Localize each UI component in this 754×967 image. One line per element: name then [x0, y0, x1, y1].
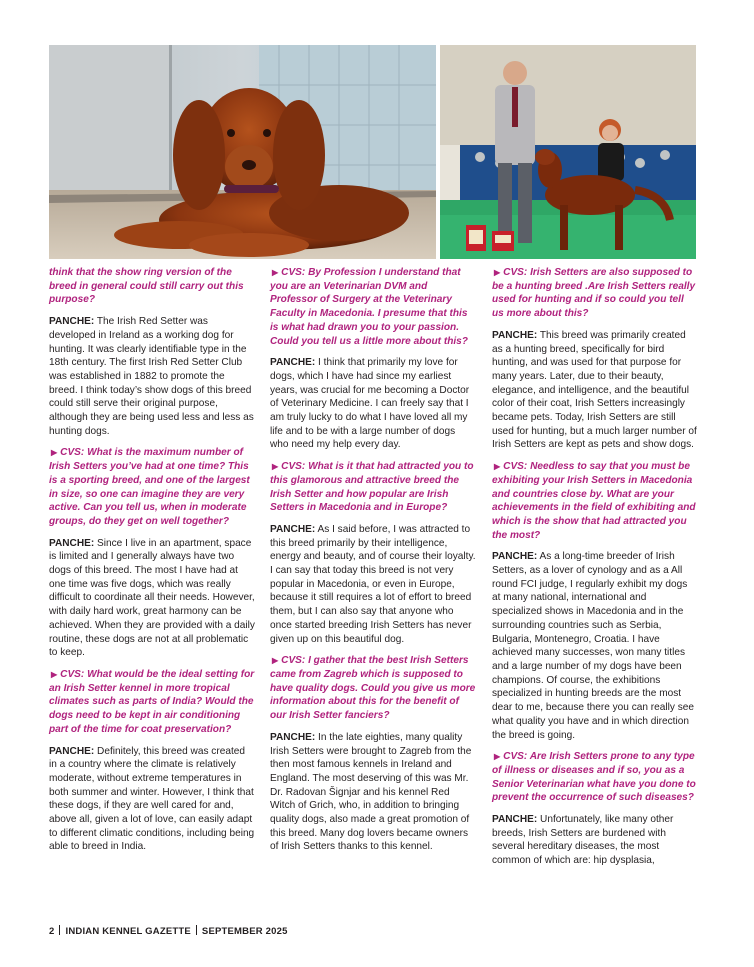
question-text: CVS: Needless to say that you must be exhibiting your Irish Setters in Macedonia and countries close by. What are your achievements in the field of exhibiting and which is the show that had attracted you the most?: [492, 461, 696, 541]
page-footer: [49, 925, 288, 937]
interview-answer: [492, 550, 698, 742]
question-marker-icon: ▶: [51, 669, 58, 679]
question-marker-icon: ▶: [272, 462, 279, 472]
dog-show-winner-icon: [440, 45, 696, 259]
interview-answer: [270, 356, 476, 452]
interview-question: [492, 750, 698, 805]
interview-answer: [270, 731, 476, 854]
answer-text: The Irish Red Setter was developed in Ireland as a working dog for hunting. It was clearly identifiable type in the 18th century. The first Irish Red Setter Club was established in 1882 to promote the breed. I think today’s show dogs of this breed could still serve their original purpose, although they are being used less and less as hunting dogs.: [49, 316, 254, 437]
answer-text: In the late eighties, many quality Irish Setters were brought to Zagreb from the then most famous kennels in Ireland and England. The most deserving of this was Mr. Dr. Radovan Šignjar and his kennel Red Witch of Grich, who, in addition to bringing quality dogs, also made a great promotion of this breed. Many dog lovers became owners of Irish Setters thanks to this kennel.: [270, 731, 472, 853]
article-column-3: [492, 266, 698, 876]
speaker-label: PANCHE:: [270, 731, 316, 743]
page-number: 2: [49, 926, 55, 937]
question-text: CVS: By Profession I understand that you are an Veterinarian DVM and Professor of Surgery at the Veterinary Faculty in Macedonia. I presume that this is what had drawn you to your passion. Could you tell us a little more about this?: [270, 267, 468, 347]
speaker-label: PANCHE:: [492, 329, 538, 341]
footer-divider: [196, 925, 197, 935]
interview-question: [49, 446, 255, 528]
question-text: CVS: I gather that the best Irish Setters came from Zagreb which is supposed to have quality dogs. Could you give us more information about this for the benefit of our Irish Setter fanciers?: [270, 655, 476, 722]
dog-show-winner-photo: [440, 45, 696, 259]
question-text: think that the show ring version of the breed in general could still carry out this purpose?: [49, 267, 244, 306]
speaker-label: PANCHE:: [49, 745, 95, 757]
question-marker-icon: ▶: [51, 448, 58, 458]
interview-answer: [492, 329, 698, 452]
answer-text: This breed was primarily created as a hunting breed, specifically for bird hunting, and was used for that purpose for many years. Later, due to their beauty, elegance, and intelligence, and the beautiful color of their coat, Irish Setters increasingly became pets. Today, Irish Setters are still used for hunting, but a much larger number of Irish Setters are kept as pets and show dogs.: [492, 329, 697, 451]
answer-text: As I said before, I was attracted to this breed primarily by their intelligence, energy and beauty, and of course their loyalty. I can say that today this breed is not very popular in Macedonia, or even in Europe, because it still requires a lot of effort to breed them, but I can also say that anyone who once started breeding Irish Setters has never given up on this beautiful dog.: [270, 523, 476, 645]
interview-question: [49, 266, 255, 307]
question-text: CVS: What is the maximum number of Irish Setters you’ve had at one time? This is a sporting breed, and one of the largest in size, so one can imagine they are very active. Can you tell us, when in moderate groups, do they get on well together?: [49, 447, 250, 527]
irish-setter-puppy-icon: [49, 45, 436, 259]
question-text: CVS: Are Irish Setters prone to any type of illness or diseases and if so, you as a Senior Veterinarian what have you done to prevent the occurrence of such diseases?: [492, 751, 696, 804]
question-marker-icon: ▶: [272, 656, 279, 666]
interview-question: [49, 668, 255, 737]
answer-text: Definitely, this breed was created in a country where the climate is relatively moderate, without extreme temperatures in both summer and winter. However, I think that these dogs, if they are well cared for and, above all, given a lot of love, can easily adapt to different climatic conditions, including being able to breed in India.: [49, 745, 255, 853]
interview-question: [270, 460, 476, 515]
speaker-label: PANCHE:: [49, 316, 95, 328]
question-text: CVS: Irish Setters are also supposed to be a hunting breed .Are Irish Setters really used for hunting and if so could you tell us more about this?: [492, 267, 696, 320]
speaker-label: PANCHE:: [492, 551, 538, 563]
speaker-label: PANCHE:: [49, 537, 95, 549]
irish-setter-puppy-photo: [49, 45, 436, 259]
article-column-1: [49, 266, 255, 862]
question-marker-icon: ▶: [494, 752, 501, 762]
interview-answer: [49, 745, 255, 855]
answer-text: As a long-time breeder of Irish Setters, as a lover of cynology and as a All round FCI judge, I regularly exhibit my dogs at many national, international and specialized shows in Macedonia and in the surrounding countries such as Serbia, Bulgaria, Montenegro, Croatia. I have achieved many successes, won many titles and a large number of my dogs have been champions. Of course, the exhibitions specialized in hunting breeds are the most dear to me, because there you can really see what quality you have and in which direction the breed is going.: [492, 551, 694, 741]
speaker-label: PANCHE:: [492, 814, 538, 826]
question-marker-icon: ▶: [494, 462, 501, 472]
interview-answer: [49, 315, 255, 438]
issue-date: SEPTEMBER 2025: [201, 926, 288, 937]
speaker-label: PANCHE:: [270, 357, 316, 369]
answer-text: I think that primarily my love for dogs, which I have had since my earliest years, was crucial for me becoming a Doctor of Veterinary Medicine. I can freely say that I am truly lucky to do what I have loved all my life and to be with a large number of dogs who need my help every day.: [270, 357, 470, 451]
interview-question: [270, 266, 476, 348]
interview-answer: [492, 813, 698, 868]
interview-question: [270, 654, 476, 723]
publication-name: INDIAN KENNEL GAZETTE: [65, 926, 191, 937]
article-column-2: [270, 266, 476, 862]
interview-answer: [49, 537, 255, 660]
footer-divider: [59, 925, 60, 935]
question-marker-icon: ▶: [494, 268, 501, 277]
question-text: CVS: What would be the ideal setting for an Irish Setter kennel in more tropical climates such as parts of India? Would the dogs need to be kept in air conditioning part of the time for coat preservation?: [49, 668, 255, 735]
answer-text: Since I live in an apartment, space is limited and I generally always have two dogs of this breed. The most I have had at one time was five dogs, which was really difficult to coordinate all their needs. However, with daily hard work, great harmony can be achieved. When they are provided with a daily routine, these dogs are not at all problematic to keep.: [49, 537, 255, 659]
interview-answer: [270, 523, 476, 646]
answer-text: Unfortunately, like many other breeds, Irish Setters are burdened with several hereditary diseases, the most common of which are: hip dysplasia,: [492, 814, 674, 867]
interview-question: [492, 460, 698, 542]
question-text: CVS: What is it that had attracted you to this glamorous and attractive breed the Irish Setter and how popular are Irish Setters in Macedonia and in Europe?: [270, 461, 474, 514]
interview-question: [492, 266, 698, 321]
speaker-label: PANCHE:: [270, 523, 316, 535]
question-marker-icon: ▶: [272, 268, 279, 277]
